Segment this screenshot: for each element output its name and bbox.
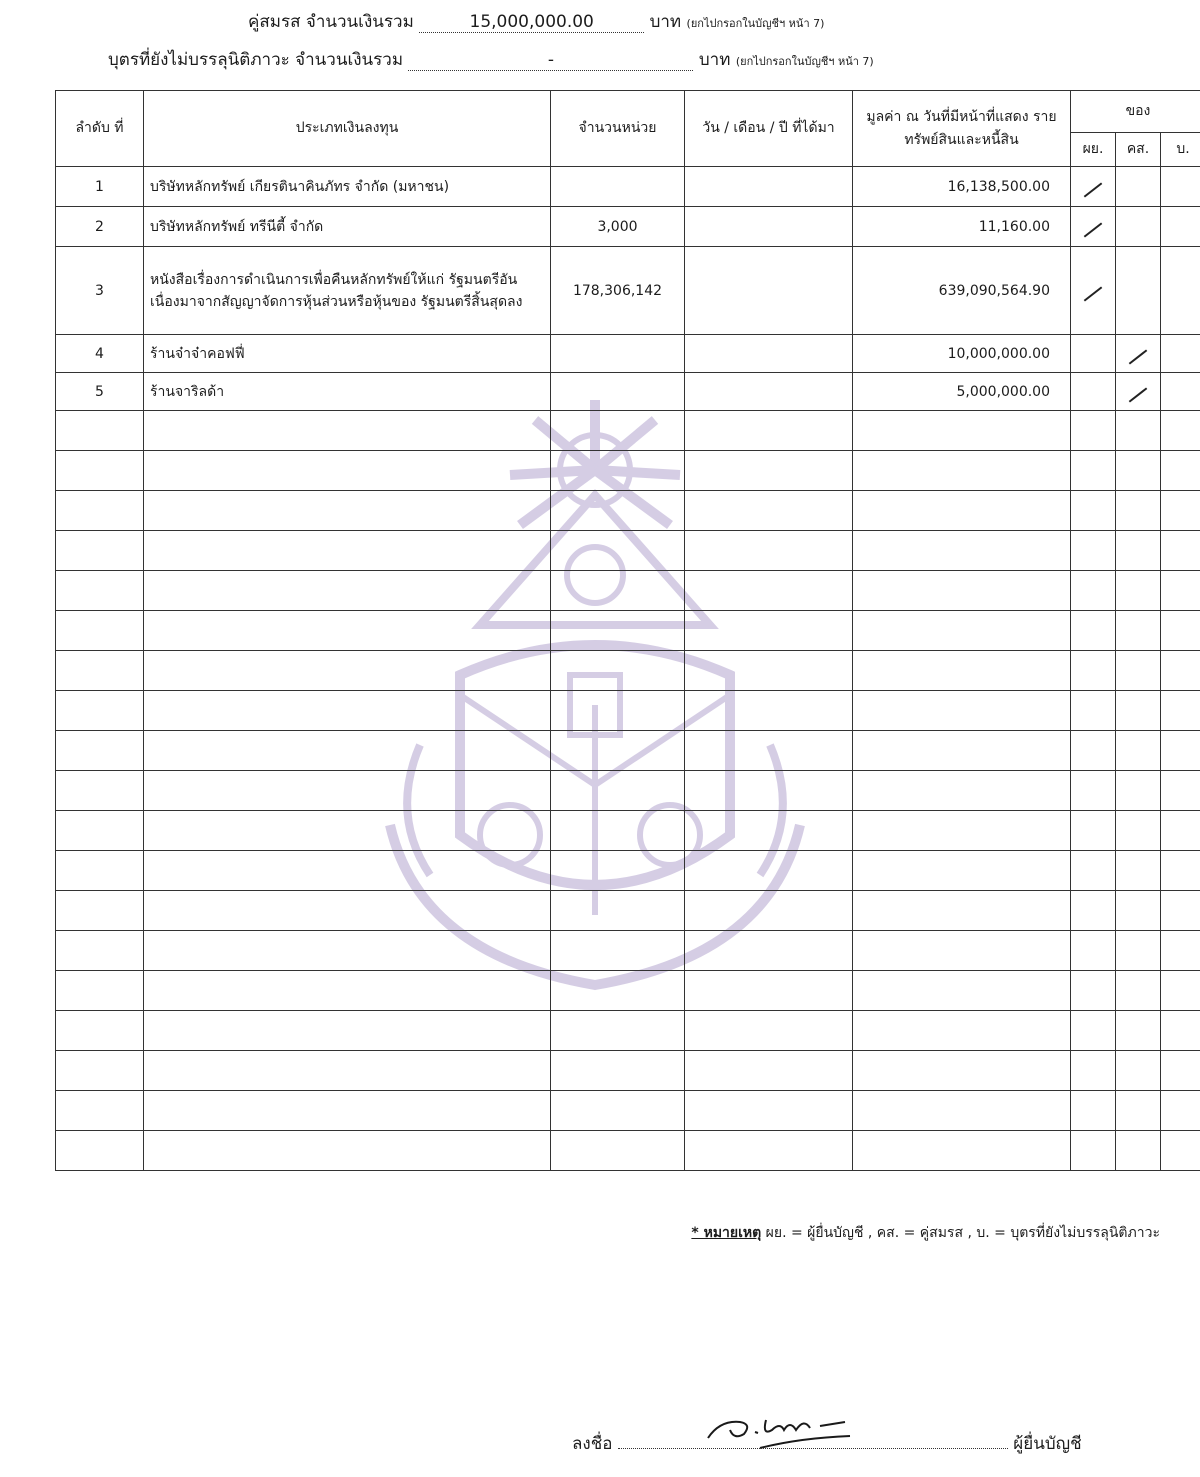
blank-row: [56, 851, 1200, 891]
blank-cell: [144, 651, 551, 691]
blank-cell: [1071, 811, 1116, 851]
blank-cell: [685, 891, 853, 931]
blank-row: [56, 411, 1200, 451]
blank-cell: [1161, 811, 1200, 851]
blank-cell: [1161, 411, 1200, 451]
blank-cell: [1116, 451, 1161, 491]
blank-cell: [1161, 1051, 1200, 1091]
investment-table: [55, 90, 1200, 1171]
check-mark-icon: [1129, 387, 1148, 402]
blank-row: [56, 491, 1200, 531]
blank-cell: [853, 731, 1071, 771]
blank-cell: [144, 1011, 551, 1051]
blank-cell: [1161, 1131, 1200, 1171]
owner-filer-cell: [1071, 207, 1116, 247]
blank-cell: [1071, 491, 1116, 531]
blank-cell: [685, 531, 853, 571]
blank-cell: [56, 971, 144, 1011]
row-date: [685, 335, 853, 373]
blank-cell: [1161, 491, 1200, 531]
row-no: 5: [56, 373, 144, 411]
check-mark-icon: [1084, 182, 1103, 197]
blank-cell: [551, 1131, 685, 1171]
owner-child-cell: [1161, 335, 1200, 373]
header-value: มูลค่า ณ วันที่มีหน้าที่แสดง รายทรัพย์สินและหนี้สิน: [853, 91, 1071, 167]
blank-cell: [56, 1011, 144, 1051]
blank-cell: [551, 1011, 685, 1051]
header-date: วัน / เดือน / ปี ที่ได้มา: [685, 91, 853, 167]
blank-cell: [1116, 1051, 1161, 1091]
children-total-unit: บาท: [698, 50, 731, 70]
row-no: 4: [56, 335, 144, 373]
blank-cell: [685, 1011, 853, 1051]
blank-cell: [1116, 851, 1161, 891]
header-owner-spouse: คส.: [1116, 133, 1161, 167]
row-value: 5,000,000.00: [853, 373, 1071, 411]
signature-field: [618, 1430, 1008, 1449]
blank-cell: [1071, 891, 1116, 931]
blank-cell: [853, 851, 1071, 891]
blank-cell: [853, 531, 1071, 571]
blank-cell: [1116, 891, 1161, 931]
blank-cell: [1161, 891, 1200, 931]
header-owner-child: บ.: [1161, 133, 1200, 167]
blank-cell: [144, 851, 551, 891]
blank-row: [56, 571, 1200, 611]
blank-cell: [144, 451, 551, 491]
blank-cell: [1071, 691, 1116, 731]
spouse-total-amount: 15,000,000.00: [419, 12, 644, 33]
blank-cell: [56, 891, 144, 931]
blank-cell: [1116, 1131, 1161, 1171]
blank-cell: [1161, 1091, 1200, 1131]
blank-cell: [551, 411, 685, 451]
blank-cell: [853, 491, 1071, 531]
blank-cell: [1161, 1011, 1200, 1051]
blank-cell: [551, 611, 685, 651]
blank-cell: [685, 691, 853, 731]
blank-cell: [551, 1091, 685, 1131]
blank-cell: [56, 1051, 144, 1091]
blank-cell: [853, 891, 1071, 931]
blank-cell: [853, 451, 1071, 491]
blank-cell: [1116, 531, 1161, 571]
blank-cell: [56, 571, 144, 611]
row-value: 11,160.00: [853, 207, 1071, 247]
blank-cell: [1116, 1091, 1161, 1131]
blank-cell: [685, 571, 853, 611]
blank-cell: [1116, 971, 1161, 1011]
blank-cell: [551, 691, 685, 731]
blank-cell: [1161, 971, 1200, 1011]
row-no: 1: [56, 167, 144, 207]
blank-cell: [144, 1091, 551, 1131]
blank-cell: [685, 611, 853, 651]
blank-cell: [1071, 1131, 1116, 1171]
row-type: บริษัทหลักทรัพย์ ทรีนีตี้ จำกัด: [144, 207, 551, 247]
blank-cell: [56, 531, 144, 571]
blank-cell: [144, 891, 551, 931]
blank-cell: [1161, 851, 1200, 891]
row-type: หนังสือเรื่องการดำเนินการเพื่อคืนหลักทรัพย์ให้แก่ รัฐมนตรีอันเนื่องมาจากสัญญาจัดการหุ้นส่วนหรือหุ้นของ รัฐมนตรีสิ้นสุดลง: [144, 247, 551, 335]
blank-cell: [144, 1051, 551, 1091]
blank-cell: [685, 491, 853, 531]
blank-row: [56, 731, 1200, 771]
blank-cell: [1071, 531, 1116, 571]
blank-cell: [1071, 1091, 1116, 1131]
signature-role: ผู้ยื่นบัญชี: [1013, 1434, 1082, 1454]
blank-cell: [685, 1091, 853, 1131]
blank-cell: [1116, 811, 1161, 851]
blank-cell: [551, 771, 685, 811]
row-type: บริษัทหลักทรัพย์ เกียรตินาคินภัทร จำกัด (มหาชน): [144, 167, 551, 207]
blank-cell: [551, 1051, 685, 1091]
blank-cell: [685, 651, 853, 691]
blank-cell: [1161, 611, 1200, 651]
header-type: ประเภทเงินลงทุน: [144, 91, 551, 167]
blank-cell: [1116, 691, 1161, 731]
blank-row: [56, 1051, 1200, 1091]
blank-cell: [56, 491, 144, 531]
blank-row: [56, 651, 1200, 691]
blank-cell: [1116, 651, 1161, 691]
header-no: ลำดับ ที่: [56, 91, 144, 167]
row-units: [551, 373, 685, 411]
blank-cell: [853, 971, 1071, 1011]
blank-cell: [685, 411, 853, 451]
signature-line: [572, 1430, 1082, 1457]
blank-cell: [1116, 491, 1161, 531]
blank-cell: [1161, 731, 1200, 771]
blank-cell: [1116, 411, 1161, 451]
blank-cell: [551, 571, 685, 611]
owner-child-cell: [1161, 167, 1200, 207]
blank-cell: [144, 571, 551, 611]
blank-cell: [56, 411, 144, 451]
blank-cell: [551, 851, 685, 891]
blank-cell: [685, 971, 853, 1011]
check-mark-icon: [1129, 349, 1148, 364]
blank-cell: [1116, 731, 1161, 771]
blank-cell: [551, 451, 685, 491]
blank-cell: [144, 1131, 551, 1171]
table-row: [56, 167, 1200, 207]
blank-cell: [1116, 611, 1161, 651]
table-row: [56, 373, 1200, 411]
blank-row: [56, 691, 1200, 731]
table-row: [56, 335, 1200, 373]
row-no: 3: [56, 247, 144, 335]
blank-cell: [144, 811, 551, 851]
blank-cell: [853, 1011, 1071, 1051]
blank-cell: [551, 931, 685, 971]
blank-cell: [144, 611, 551, 651]
blank-cell: [853, 411, 1071, 451]
row-no: 2: [56, 207, 144, 247]
owner-spouse-cell: [1116, 167, 1161, 207]
blank-cell: [144, 971, 551, 1011]
footnote-text: ผย. = ผู้ยื่นบัญชี , คส. = คู่สมรส , บ. = บุตรที่ยังไม่บรรลุนิติภาวะ: [765, 1225, 1160, 1241]
blank-cell: [1071, 971, 1116, 1011]
blank-cell: [144, 411, 551, 451]
footnote-label: * หมายเหตุ: [691, 1225, 762, 1241]
row-units: [551, 167, 685, 207]
header-owner-filer: ผย.: [1071, 133, 1116, 167]
row-type: ร้านจาริลด้า: [144, 373, 551, 411]
blank-cell: [551, 891, 685, 931]
owner-child-cell: [1161, 373, 1200, 411]
blank-cell: [853, 811, 1071, 851]
blank-cell: [56, 691, 144, 731]
owner-spouse-cell: [1116, 373, 1161, 411]
blank-cell: [1161, 451, 1200, 491]
blank-cell: [551, 731, 685, 771]
blank-cell: [1161, 771, 1200, 811]
blank-cell: [853, 651, 1071, 691]
blank-cell: [1071, 651, 1116, 691]
check-mark-icon: [1084, 222, 1103, 237]
owner-spouse-cell: [1116, 247, 1161, 335]
blank-row: [56, 531, 1200, 571]
blank-row: [56, 811, 1200, 851]
blank-cell: [1071, 611, 1116, 651]
blank-cell: [685, 1131, 853, 1171]
row-date: [685, 373, 853, 411]
table-row: [56, 207, 1200, 247]
row-value: 10,000,000.00: [853, 335, 1071, 373]
blank-row: [56, 611, 1200, 651]
blank-cell: [853, 931, 1071, 971]
blank-cell: [56, 611, 144, 651]
blank-cell: [685, 771, 853, 811]
children-total-note: (ยกไปกรอกในบัญชีฯ หน้า 7): [735, 55, 874, 68]
blank-cell: [56, 651, 144, 691]
blank-cell: [853, 1091, 1071, 1131]
blank-cell: [1116, 771, 1161, 811]
blank-cell: [1071, 411, 1116, 451]
owner-filer-cell: [1071, 167, 1116, 207]
row-date: [685, 207, 853, 247]
footnote: [691, 1222, 1160, 1244]
owner-spouse-cell: [1116, 207, 1161, 247]
blank-cell: [144, 691, 551, 731]
blank-cell: [1161, 571, 1200, 611]
blank-cell: [685, 931, 853, 971]
blank-cell: [853, 1051, 1071, 1091]
row-type: ร้านจ๋าจ๋าคอฟฟี่: [144, 335, 551, 373]
children-total-amount: -: [408, 50, 693, 71]
blank-cell: [551, 491, 685, 531]
row-value: 639,090,564.90: [853, 247, 1071, 335]
blank-cell: [56, 1091, 144, 1131]
blank-row: [56, 1011, 1200, 1051]
blank-cell: [1071, 771, 1116, 811]
blank-cell: [685, 851, 853, 891]
blank-cell: [551, 531, 685, 571]
blank-cell: [1161, 531, 1200, 571]
blank-cell: [1161, 651, 1200, 691]
blank-cell: [56, 1131, 144, 1171]
blank-cell: [56, 811, 144, 851]
owner-filer-cell: [1071, 373, 1116, 411]
row-date: [685, 247, 853, 335]
blank-cell: [1116, 571, 1161, 611]
owner-filer-cell: [1071, 247, 1116, 335]
blank-cell: [144, 771, 551, 811]
blank-cell: [685, 731, 853, 771]
blank-cell: [1071, 851, 1116, 891]
blank-cell: [56, 731, 144, 771]
blank-cell: [685, 451, 853, 491]
blank-cell: [56, 771, 144, 811]
blank-cell: [56, 451, 144, 491]
blank-cell: [853, 571, 1071, 611]
blank-cell: [551, 971, 685, 1011]
blank-cell: [685, 811, 853, 851]
blank-row: [56, 771, 1200, 811]
blank-cell: [853, 691, 1071, 731]
blank-cell: [144, 731, 551, 771]
blank-row: [56, 1131, 1200, 1171]
blank-row: [56, 931, 1200, 971]
blank-cell: [1116, 931, 1161, 971]
row-date: [685, 167, 853, 207]
blank-cell: [1071, 1051, 1116, 1091]
spouse-total-note: (ยกไปกรอกในบัญชีฯ หน้า 7): [686, 17, 825, 30]
blank-cell: [685, 1051, 853, 1091]
owner-child-cell: [1161, 247, 1200, 335]
blank-cell: [56, 851, 144, 891]
blank-cell: [1071, 451, 1116, 491]
blank-cell: [1071, 931, 1116, 971]
spouse-total-unit: บาท: [649, 12, 682, 32]
blank-cell: [551, 651, 685, 691]
blank-cell: [853, 611, 1071, 651]
blank-row: [56, 451, 1200, 491]
blank-cell: [144, 531, 551, 571]
spouse-total-line: [248, 8, 824, 35]
blank-row: [56, 891, 1200, 931]
blank-row: [56, 971, 1200, 1011]
blank-cell: [56, 931, 144, 971]
blank-cell: [1161, 931, 1200, 971]
blank-row: [56, 1091, 1200, 1131]
children-total-line: [108, 46, 874, 73]
owner-child-cell: [1161, 207, 1200, 247]
header-owner: ของ: [1071, 91, 1200, 133]
row-units: [551, 335, 685, 373]
row-value: 16,138,500.00: [853, 167, 1071, 207]
blank-cell: [144, 931, 551, 971]
blank-cell: [1116, 1011, 1161, 1051]
owner-spouse-cell: [1116, 335, 1161, 373]
blank-cell: [1071, 1011, 1116, 1051]
blank-cell: [144, 491, 551, 531]
blank-cell: [551, 811, 685, 851]
check-mark-icon: [1084, 286, 1103, 301]
blank-cell: [1071, 731, 1116, 771]
table-row: [56, 247, 1200, 335]
blank-cell: [1161, 691, 1200, 731]
row-units: 178,306,142: [551, 247, 685, 335]
header-units: จำนวนหน่วย: [551, 91, 685, 167]
owner-filer-cell: [1071, 335, 1116, 373]
blank-cell: [853, 1131, 1071, 1171]
row-units: 3,000: [551, 207, 685, 247]
spouse-total-label: คู่สมรส จำนวนเงินรวม: [248, 12, 414, 32]
blank-cell: [1071, 571, 1116, 611]
blank-cell: [853, 771, 1071, 811]
children-total-label: บุตรที่ยังไม่บรรลุนิติภาวะ จำนวนเงินรวม: [108, 50, 404, 70]
signature-label: ลงชื่อ: [572, 1434, 613, 1454]
